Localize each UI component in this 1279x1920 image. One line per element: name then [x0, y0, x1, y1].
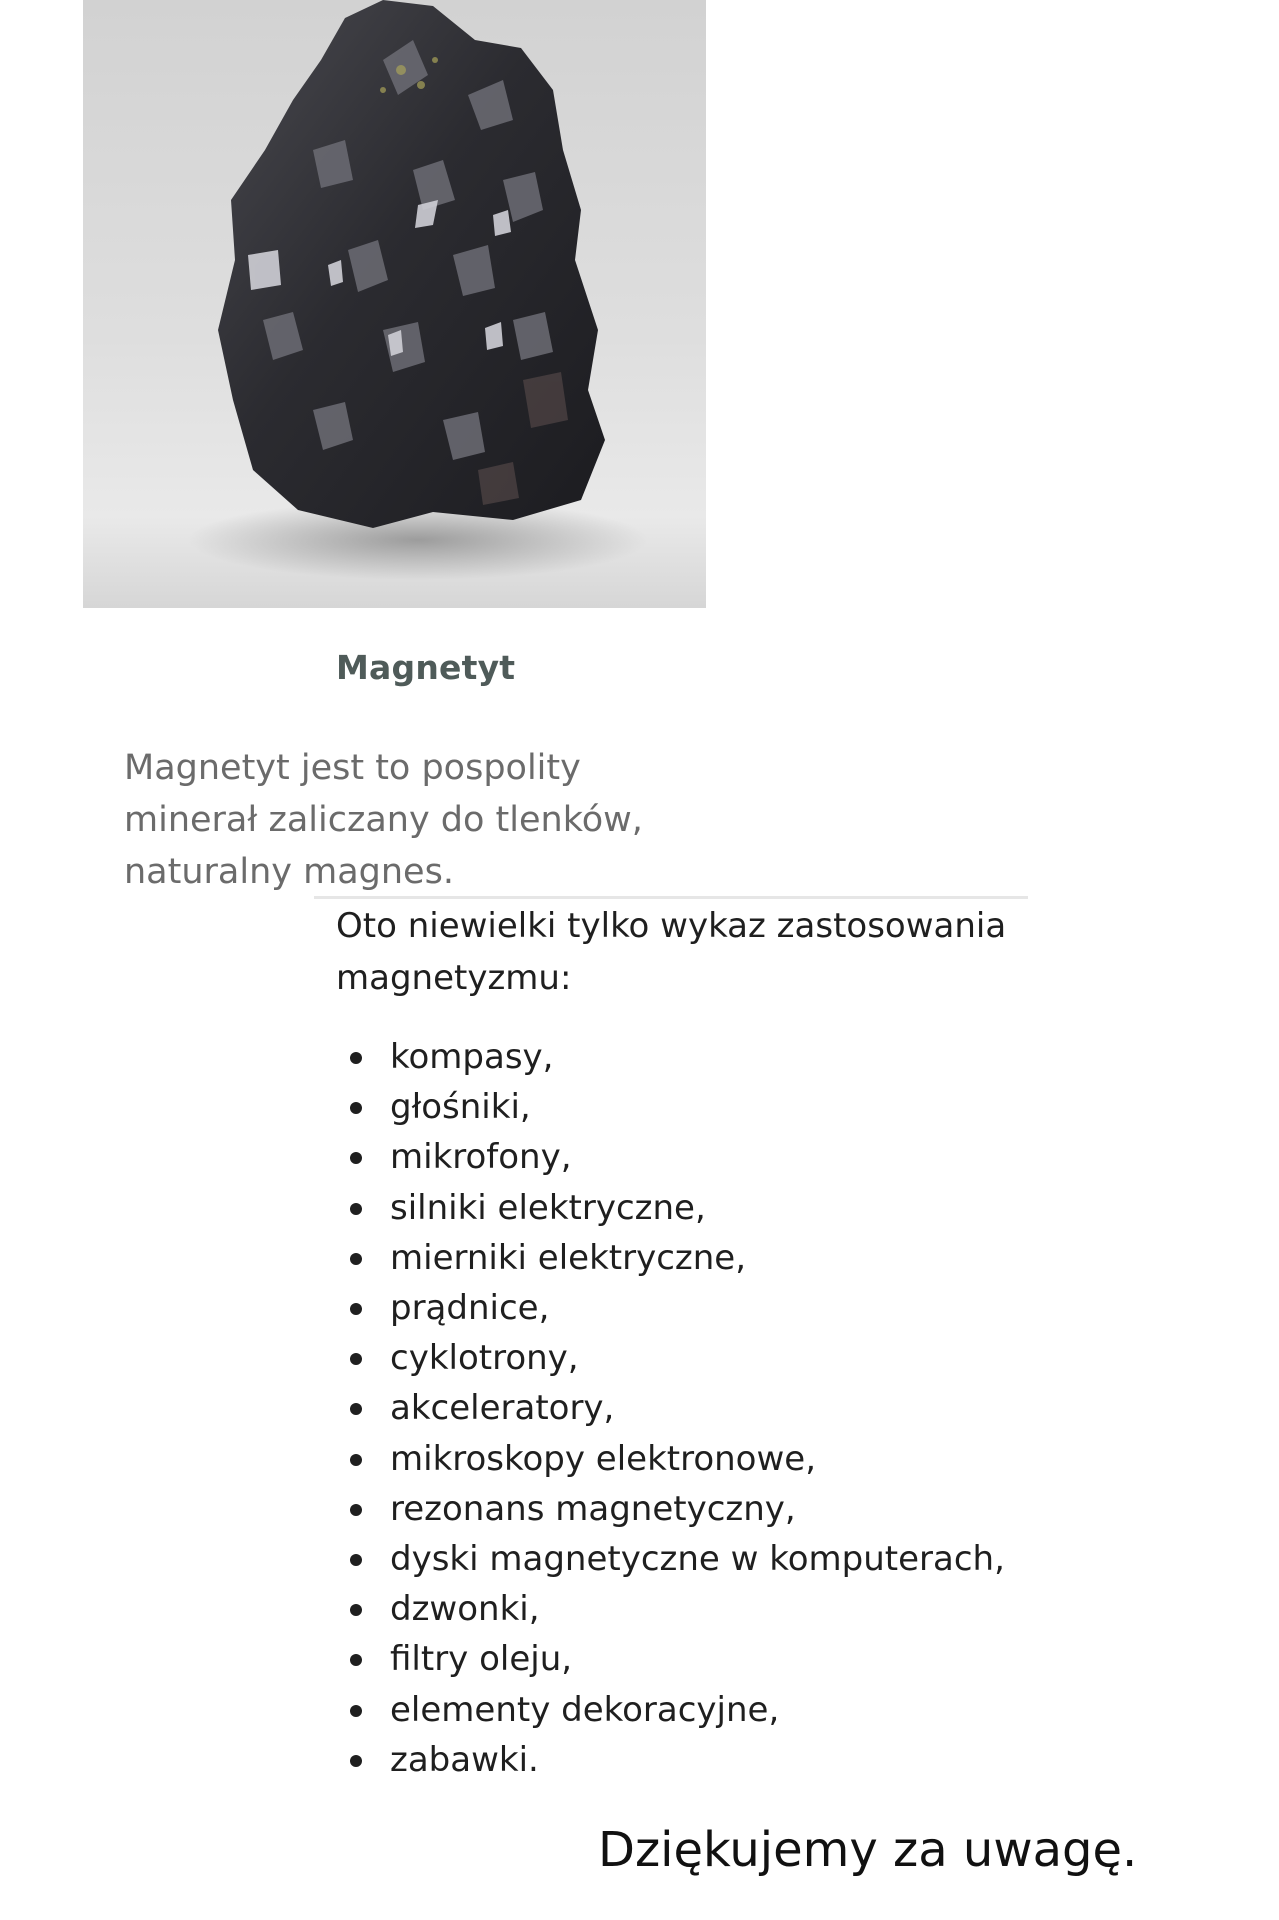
list-item-text: mikrofony,	[390, 1137, 572, 1178]
list-item	[336, 1685, 1005, 1735]
list-item	[336, 1434, 1005, 1484]
list-item-text: zabawki.	[390, 1739, 539, 1780]
bullet-icon	[350, 1654, 362, 1666]
uses-intro: Oto niewielki tylko wykaz zastosowania magnetyzmu:	[336, 906, 1007, 998]
list-item	[336, 1132, 1005, 1182]
list-item-text: rezonans magnetyczny,	[390, 1488, 796, 1529]
list-item-text: silniki elektryczne,	[390, 1187, 706, 1228]
list-item-text: mikroskopy elektronowe,	[390, 1438, 817, 1479]
bullet-icon	[350, 1755, 362, 1767]
bullet-icon	[350, 1504, 362, 1516]
list-item-text: filtry oleju,	[390, 1639, 573, 1680]
magnetite-rock-illustration	[83, 0, 706, 608]
list-item-text: mierniki elektryczne,	[390, 1237, 747, 1278]
bullet-icon	[350, 1353, 362, 1365]
list-item	[336, 1183, 1005, 1233]
image-caption: Magnetyt	[336, 648, 516, 687]
bullet-icon	[350, 1403, 362, 1415]
bullet-icon	[350, 1454, 362, 1466]
bullet-icon	[350, 1203, 362, 1215]
list-item-text: dzwonki,	[390, 1589, 540, 1630]
list-item-text: elementy dekoracyjne,	[390, 1689, 780, 1730]
mineral-description: Magnetyt jest to pospolity minerał zaliczany do tlenków, naturalny magnes.	[124, 748, 643, 892]
list-item	[336, 1032, 1005, 1082]
list-item-text: głośniki,	[390, 1087, 531, 1128]
list-item	[336, 1383, 1005, 1433]
list-item	[336, 1233, 1005, 1283]
list-item	[336, 1534, 1005, 1584]
closing-text: Dziękujemy za uwagę.	[598, 1822, 1138, 1878]
bullet-icon	[350, 1303, 362, 1315]
list-item-text: akceleratory,	[390, 1388, 615, 1429]
bullet-icon	[350, 1052, 362, 1064]
list-item-text: cyklotrony,	[390, 1338, 579, 1379]
bullet-icon	[350, 1604, 362, 1616]
list-item-text: dyski magnetyczne w komputerach,	[390, 1539, 1005, 1580]
list-item-text: prądnice,	[390, 1288, 550, 1329]
bullet-icon	[350, 1705, 362, 1717]
bullet-icon	[350, 1102, 362, 1114]
list-item	[336, 1283, 1005, 1333]
magnetite-photo	[83, 0, 706, 608]
list-item	[336, 1735, 1005, 1785]
bullet-icon	[350, 1253, 362, 1265]
list-item	[336, 1484, 1005, 1534]
bullet-icon	[350, 1554, 362, 1566]
section-divider	[314, 896, 1028, 899]
list-item	[336, 1082, 1005, 1132]
list-item-text: kompasy,	[390, 1037, 554, 1077]
magnetism-uses-list	[336, 1032, 1005, 1785]
bullet-icon	[350, 1152, 362, 1164]
list-item	[336, 1333, 1005, 1383]
list-item	[336, 1584, 1005, 1634]
list-item	[336, 1634, 1005, 1684]
